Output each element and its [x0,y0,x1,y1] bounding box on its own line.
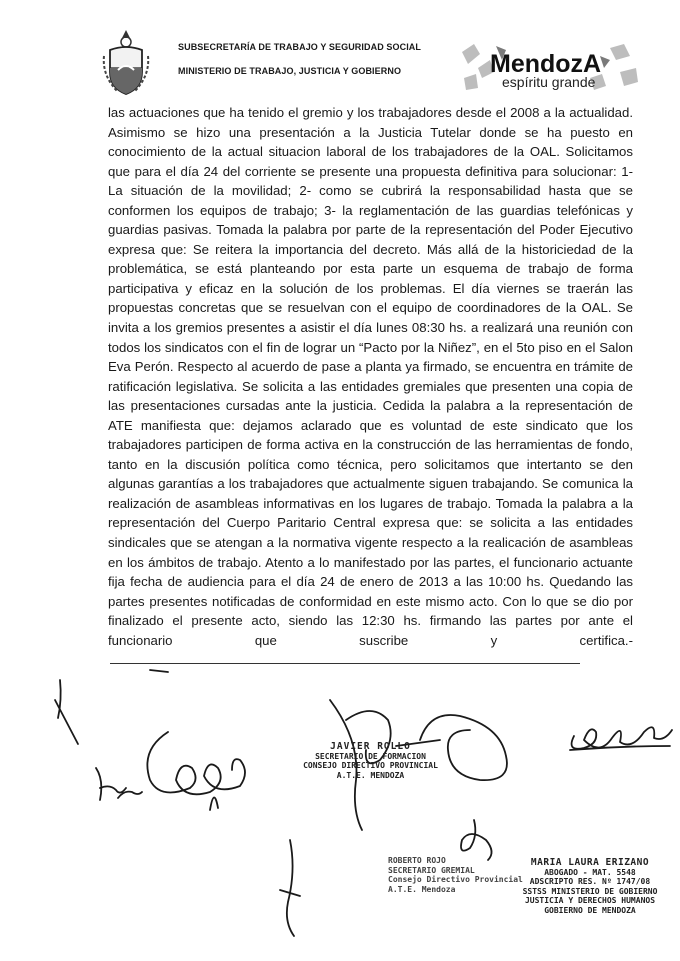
handwritten-signatures [0,660,680,961]
document-header [0,0,680,100]
signature-bottom-right [461,820,492,860]
mendoza-logo [460,42,640,92]
logo-wordmark: MendozA [490,50,602,78]
stamp-javier-rollo: JAVIER ROLLO SECRETARIO DE FORMACION CONSEJO DIRECTIVO PROVINCIAL A.T.E. MENDOZA [303,741,438,780]
body-paragraph: las actuaciones que ha tenido el gremio y los trabajadores desde el 2008 a la actualidad. Asimismo se hizo una presentación a la Justicia Tutelar donde se ha puesto en conocimiento de la actual situacion laboral de los trabajadores de la OAL. Solicitamos que para el día 24 del corriente se presente una propuesta definitiva para solucionar: 1- La situación de la movilidad; 2- como se cubrirá la responsabilidad hasta que se conformen los equipos de trabajo; 3- la reglamentación de las guardias telefónicas y guardias pasivas. Tomada la palabra por parte de la representación del Poder Ejecutivo expresa que: Se reitera la importancia del decreto. Más allá de la historiciedad de la problemática, se está planteando por esta parte un esquema de trabajo de forma participativa y eficaz en la solución de los problemas. El día viernes se traerán las propuestas concretas que se resuelvan con el equipo de coordinadores de la OAL. Se invita a los gremios presentes a asistir el día lunes 08:30 hs. a realizará una reunión con todos los sindicatos con el fin de lograr un “Pacto por la Niñez”, en el 5to piso en el Salon Eva Perón. Respecto al acuerdo de pase a planta ya firmado, se encuentra en trámite de ratificación legislativa. Se solicita a las entidades gremiales que presenten una copia de las presentaciones cursadas ante la justicia. Cedida la palabra a la representación de ATE manifiesta que: dejamos aclarado que es voluntad de este sindicato que los trabajadores participen de forma activa en la construcción de las herramientas de fondo, tanto en la discusión política como técnica, pero solicitamos que intertanto se den algunas garantías a los trabajadores que actualmente siguen trabajando. Se comunica la realización de asambleas informativas en los lugares de trabajo. Tomada la palabra a la representación del Cuerpo Paritario Central expresa que: se solicita a las entidades sindicales que se atengan a la normativa vigente respecto a la realicación de asambleas en los ámbitos de trabajo. Atento a lo manifestado por las partes, el funcionario actuante fija fecha de audiencia para el día 24 de enero de 2013 a las 10:00 hs. Quedando las partes presentes notificadas de conformidad en este mismo acto. Con lo que se dio por finalizado el presente acto, siendo las 12:30 hs. firmando las partes por ante el funcionario que suscribe y certifica.- [108,103,633,670]
signature-bottom-left [280,840,300,936]
signature-center-left-tail [210,797,218,810]
signature-line-stroke [150,670,168,672]
signature-center-left [147,732,245,794]
provincial-coat-of-arms-icon [100,28,152,98]
ministerio-title: MINISTERIO DE TRABAJO, JUSTICIA Y GOBIERNO [178,66,402,76]
signature-right-underline [570,746,670,750]
document-body [108,103,633,670]
signature-left-mark [55,680,78,744]
logo-tagline: espíritu grande [502,74,596,90]
signature-left-scribble [96,768,142,800]
subsecretaria-title: SUBSECRETARÍA DE TRABAJO Y SEGURIDAD SOCIAL [178,42,421,52]
stamp-roberto-rojo: ROBERTO ROJO SECRETARIO GREMIAL Consejo Directivo Provincial A.T.E. Mendoza [388,856,523,894]
stamp-maria-laura-erizano: MARIA LAURA ERIZANO ABOGADO - MAT. 5548 ADSCRIPTO RES. Nº 1747/08 SSTSS MINISTERIO DE GOBIERNO JUSTICIA Y DERECHOS HUMANOS GOBIERNO DE MENDOZA [522,857,658,915]
signature-area [0,660,680,961]
